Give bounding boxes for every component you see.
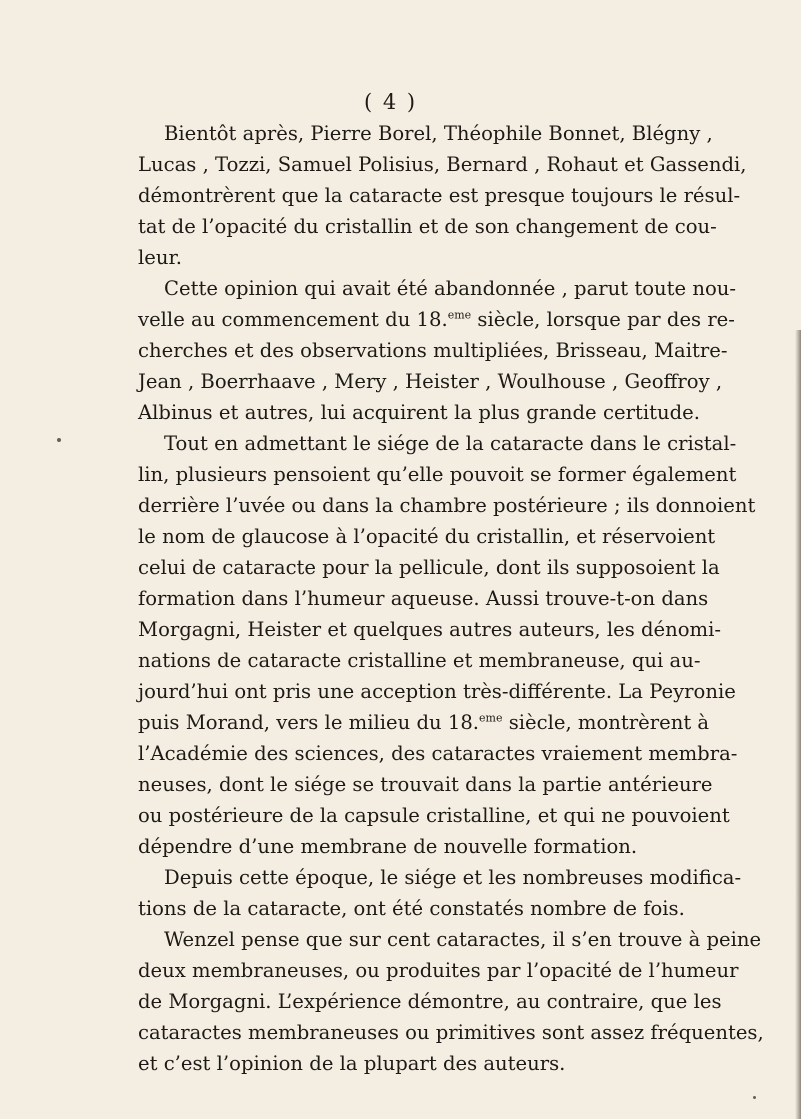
paper-speck: [57, 438, 61, 442]
text-line-segment: Albinus et autres, lui acquirent la plus grande certitude.: [138, 401, 700, 424]
text-line: [138, 645, 700, 676]
text-line: [138, 583, 709, 614]
text-line-segment: derrière l’uvée ou dans la chambre postérieure ; ils donnoient: [138, 494, 756, 517]
text-line: [138, 428, 737, 459]
text-line: [138, 335, 728, 366]
text-line: [138, 242, 700, 273]
text-line-segment: cherches et des observations multipliées, Brisseau, Maitre-: [138, 339, 728, 362]
text-line: [138, 397, 700, 428]
text-line-segment: Wenzel pense que sur cent cataractes, il s’en trouve à peine: [164, 928, 762, 951]
text-line-segment: Cette opinion qui avait été abandonnée , parut toute nou-: [164, 277, 736, 300]
text-line: [138, 273, 736, 304]
text-line: [138, 1017, 764, 1048]
text-line-segment: et c’est l’opinion de la plupart des auteurs.: [138, 1052, 566, 1075]
text-line-segment: jourd’hui ont pris une acception très-différente. La Peyronie: [138, 680, 736, 703]
text-line-segment: puis Morand, vers le milieu du 18.: [138, 711, 480, 734]
superscript: eme: [447, 308, 472, 322]
text-line-segment: cataractes membraneuses ou primitives sont assez fréquentes,: [138, 1021, 764, 1044]
text-line: [138, 118, 713, 149]
text-line: [138, 490, 756, 521]
text-line: [138, 676, 736, 707]
text-line: [138, 521, 716, 552]
text-line-segment: formation dans l’humeur aqueuse. Aussi trouve-t-on dans: [138, 587, 709, 610]
text-line: [138, 893, 700, 924]
text-line-segment: Jean , Boerrhaave , Mery , Heister , Woulhouse , Geoffroy ,: [138, 370, 723, 393]
text-line-segment: celui de cataracte pour la pellicule, dont ils supposoient la: [138, 556, 720, 579]
text-line: [138, 924, 762, 955]
text-line: [138, 738, 738, 769]
text-line-segment: l’Académie des sciences, des cataractes vraiement membra-: [138, 742, 738, 765]
text-line-segment: ou postérieure de la capsule cristalline, et qui ne pouvoient: [138, 804, 730, 827]
text-line-segment: Bientôt après, Pierre Borel, Théophile Bonnet, Blégny ,: [164, 122, 713, 145]
text-line-segment: siècle, montrèrent à: [502, 711, 710, 734]
text-line-segment: tions de la cataracte, ont été constatés nombre de fois.: [138, 897, 685, 920]
text-line: [138, 211, 717, 242]
text-line-segment: Lucas , Tozzi, Samuel Polisius, Bernard , Rohaut et Gassendi,: [138, 153, 747, 176]
text-line: [138, 149, 747, 180]
text-line: [138, 986, 722, 1017]
text-line-segment: neuses, dont le siége se trouvait dans la partie antérieure: [138, 773, 713, 796]
text-line-segment: velle au commencement du 18.: [138, 308, 448, 331]
text-line-segment: le nom de glaucose à l’opacité du cristallin, et réservoient: [138, 525, 716, 548]
text-line-segment: de Morgagni. L’expérience démontre, au contraire, que les: [138, 990, 722, 1013]
text-line-segment: deux membraneuses, ou produites par l’opacité de l’humeur: [138, 959, 739, 982]
text-line: [138, 862, 742, 893]
text-line-segment: tat de l’opacité du cristallin et de son changement de cou-: [138, 215, 717, 238]
text-line: [138, 955, 739, 986]
text-line-segment: démontrèrent que la cataracte est presque toujours le résul-: [138, 184, 741, 207]
text-line-segment: lin, plusieurs pensoient qu’elle pouvoit se former également: [138, 463, 737, 486]
superscript: eme: [479, 711, 503, 725]
text-line: [138, 304, 735, 335]
text-line: [138, 180, 741, 211]
text-line: [138, 831, 700, 862]
text-line: [138, 1048, 700, 1079]
page-number: ( 4 ): [364, 90, 418, 114]
text-line: [138, 769, 713, 800]
text-line-segment: Depuis cette époque, le siége et les nombreuses modifica-: [164, 866, 742, 889]
text-line: [138, 366, 723, 397]
text-line-segment: Morgagni, Heister et quelques autres auteurs, les dénomi-: [138, 618, 722, 641]
text-line: [138, 800, 730, 831]
text-line-segment: Tout en admettant le siége de la cataracte dans le cristal-: [164, 432, 737, 455]
body-text: [138, 118, 764, 1079]
text-line-segment: dépendre d’une membrane de nouvelle formation.: [138, 835, 638, 858]
text-line: [138, 459, 737, 490]
text-line-segment: siècle, lorsque par des re-: [471, 308, 735, 331]
page-edge-shadow: [795, 330, 801, 1119]
text-line: [138, 707, 710, 738]
text-line-segment: leur.: [138, 246, 182, 269]
text-line-segment: nations de cataracte cristalline et membraneuse, qui au-: [138, 649, 701, 672]
text-line: [138, 614, 722, 645]
text-line: [138, 552, 720, 583]
paper-speck: [753, 1096, 756, 1099]
